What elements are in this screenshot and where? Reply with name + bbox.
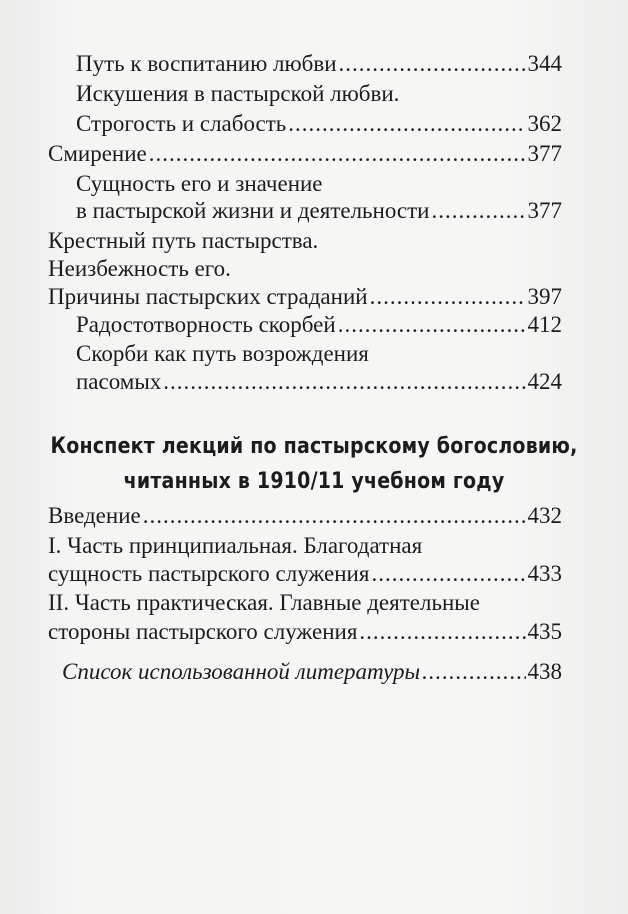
toc-entry-title: II. Часть практическая. Главные деятельные bbox=[48, 590, 480, 615]
toc-entry-page: 362 bbox=[527, 111, 562, 136]
toc-entry-title: Радостотворность скорбей bbox=[76, 312, 336, 337]
toc-entry bbox=[62, 658, 562, 686]
leader-dots bbox=[143, 502, 526, 530]
toc-entry bbox=[48, 502, 562, 530]
leader-dots bbox=[371, 560, 525, 588]
toc-entry-title: Строгость и слабость bbox=[76, 111, 287, 136]
toc-entry-title: в пастырской жизни и деятельности bbox=[76, 198, 430, 223]
leader-dots bbox=[338, 311, 526, 339]
toc-entry bbox=[48, 532, 562, 560]
toc-entry-title: Крестный путь пастырства. bbox=[48, 228, 319, 253]
toc-entry-title: Искушения в пастырской любви. bbox=[76, 81, 400, 106]
toc-entry bbox=[48, 589, 562, 617]
leader-dots bbox=[432, 197, 526, 225]
toc-entry-page: 377 bbox=[527, 141, 562, 166]
toc-entry bbox=[76, 110, 562, 138]
toc-entry-page: 424 bbox=[527, 369, 562, 394]
toc-entry bbox=[48, 227, 562, 255]
toc-entry-page: 432 bbox=[527, 503, 562, 528]
toc-entry-title: Путь к воспитанию любви bbox=[76, 51, 337, 76]
toc-entry bbox=[76, 340, 562, 368]
leader-dots bbox=[149, 140, 526, 168]
toc-entry bbox=[48, 283, 562, 311]
toc-entry bbox=[76, 80, 562, 108]
toc-entry bbox=[48, 255, 562, 283]
toc-entry-title: сущность пастырского служения bbox=[48, 561, 370, 586]
toc-entry-title: Неизбежность его. bbox=[48, 256, 231, 281]
section-heading: читанных в 1910/11 учебном году bbox=[123, 468, 505, 494]
toc-entry bbox=[76, 368, 562, 396]
leader-dots bbox=[359, 618, 525, 646]
toc-entry-page: 438 bbox=[527, 659, 562, 684]
toc-entry bbox=[76, 50, 562, 78]
toc-entry bbox=[76, 170, 562, 198]
toc-entry-title: Скорби как путь возрождения bbox=[76, 341, 369, 366]
toc-entry-page: 344 bbox=[527, 51, 562, 76]
toc-entry-page: 433 bbox=[527, 561, 562, 586]
toc-entry-page: 435 bbox=[527, 619, 562, 644]
leader-dots bbox=[163, 368, 525, 396]
toc-entry-page: 397 bbox=[527, 284, 562, 309]
toc-entry-title: Список использованной литературы bbox=[62, 659, 421, 684]
toc-entry-title: стороны пастырского служения bbox=[48, 619, 358, 644]
leader-dots bbox=[339, 50, 526, 78]
toc-entry-page: 377 bbox=[527, 198, 562, 223]
leader-dots bbox=[422, 658, 525, 686]
section-heading: Конспект лекций по пастырскому богословию, bbox=[50, 433, 578, 459]
toc-entry bbox=[76, 311, 562, 339]
toc-entry-title: пасомых bbox=[76, 369, 162, 394]
toc-entry bbox=[48, 618, 562, 646]
toc-entry-title: Причины пастырских страданий bbox=[48, 284, 368, 309]
toc-entry-title: Смирение bbox=[48, 141, 147, 166]
toc-entry bbox=[48, 140, 562, 168]
toc-entry bbox=[48, 560, 562, 588]
toc-entry-title: Сущность его и значение bbox=[76, 171, 323, 196]
toc-entry bbox=[76, 197, 562, 225]
leader-dots bbox=[288, 110, 525, 138]
toc-entry-title: I. Часть принципиальная. Благодатная bbox=[48, 533, 423, 558]
toc-entry-page: 412 bbox=[527, 312, 562, 337]
toc-entry-title: Введение bbox=[48, 503, 141, 528]
leader-dots bbox=[370, 283, 526, 311]
